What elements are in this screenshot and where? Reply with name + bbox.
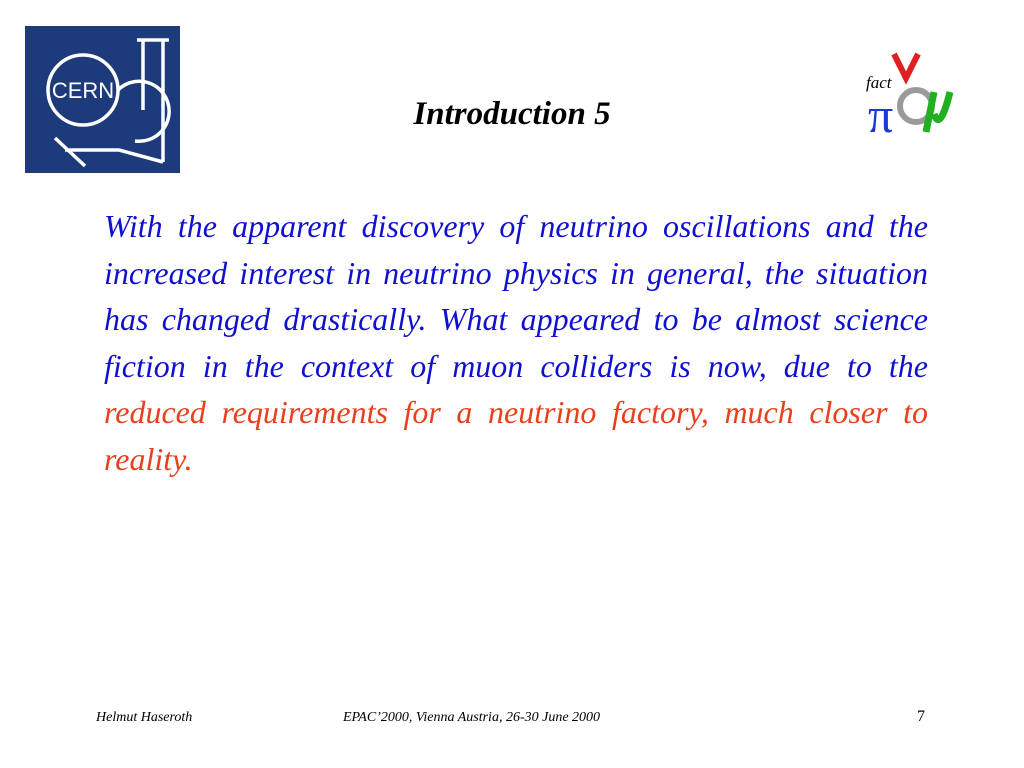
- slide-body-text: [104, 203, 928, 482]
- footer-conference: EPAC’2000, Vienna Austria, 26-30 June 2000: [343, 710, 601, 725]
- body-text-main: With the apparent discovery of neutrino oscillations and the increased interest in neutrino physics in general, the situation has changed drastically. What appeared to be almost science fiction in the context of muon colliders is now, due to the: [104, 208, 928, 384]
- footer-author: Helmut Haseroth: [96, 710, 193, 725]
- nufact-logo: [862, 52, 954, 136]
- nufact-logo-text: fact: [866, 73, 892, 92]
- svg-text:π: π: [868, 87, 894, 136]
- page-number: 7: [917, 708, 925, 725]
- slide-title: Introduction 5: [413, 96, 611, 132]
- cern-logo-text: CERN: [51, 78, 115, 103]
- body-text-highlight: reduced requirements for a neutrino factory, much closer to reality.: [104, 394, 928, 477]
